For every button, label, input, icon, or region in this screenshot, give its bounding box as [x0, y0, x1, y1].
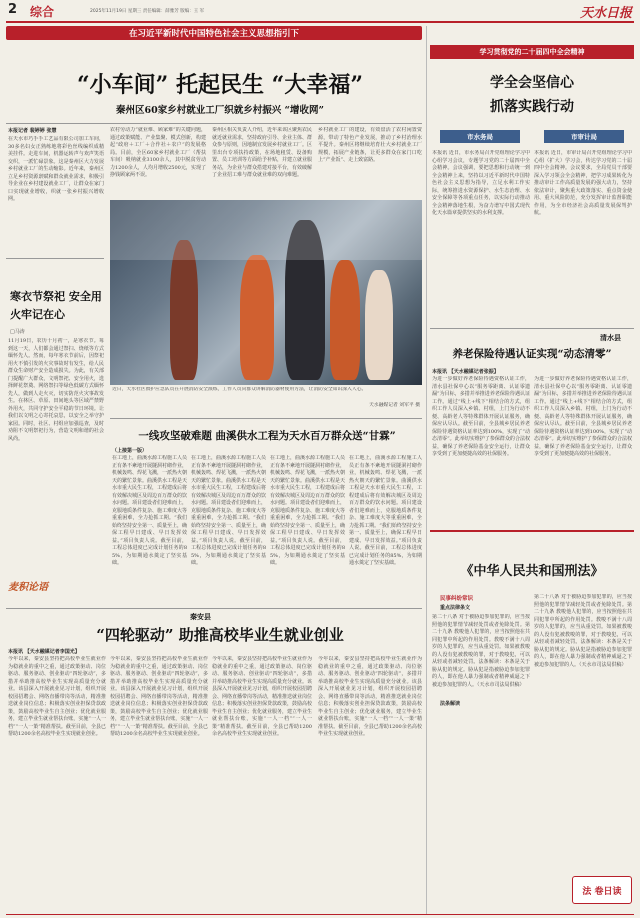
law-rule — [430, 530, 634, 532]
qingshui-body-col1: 为进一步做好养老保险待遇资格认证工作，清水县社保中心以“服务零距离、认证零遗漏”为目标，多措并举推进养老保险待遇认证工作。通过“线上+线下”相结合的方式，组织工作人员深入乡镇、村组，上门为行动不便、高龄老人等特殊群体开展认证服务，确保应认尽认。截至目前，全县城乡居民养老保险待遇资格认证率达到100%，实现了“动态清零”。此举切实维护了参保群众的合法权益，确保了养老保险基金安全运行，让群众享受到了更加便捷高效的社保服务。 — [432, 376, 530, 457]
photo-sky — [110, 200, 422, 260]
qinan-label: 秦安县 — [190, 612, 211, 621]
feature-body-col3: 在工地上，曲溪水源工程施工人员正有条不紊地开展隧洞衬砌作业，机械轰鸣、焊花飞溅，一派热火朝天的繁忙景象。曲溪供水工程是天水市重大民生工程，工程建成后将有效解决城区及周边百万群众的饮水问题。项目建设者们迎难而上，克服地质条件复杂、施工难度大等重重困难，全力抢抓工期。“我们始终坚持安全第一、质量至上，确保工程早日建成、早日发挥效益。”项目负责人说。截至目前，工程总体进度已完成计划任务的85%，为如期通水奠定了坚实基础。 — [270, 455, 345, 566]
qinan-rule — [6, 608, 422, 609]
lead-title: “小车间” 托起民生 “大幸福” — [77, 72, 363, 98]
lead-body-col4: 乡村就业工厂的建设，有效盘活了农村闲置资源，带动了特色产业发展，推动了乡村治理水平提升。秦州区将继续培育壮大乡村就业工厂规模，拓展产业链条，让更多群众在家门口吃上“产业饭”、走上致富路。 — [318, 127, 422, 163]
law-body-col2: 第二十八条 对于被胁迫参加犯罪的，应当按照他的犯罪情节减轻处罚或者免除处罚。第二十九条 教唆他人犯罪的，应当按照他在共同犯罪中所起的作用处罚。教唆不满十八周岁的人犯罪的，应当从重处罚。如果被教唆的人没有犯被教唆的罪，对于教唆犯，可以从轻或者减轻处罚。法条解读：本条是关于胁从犯的规定。胁从犯是指被胁迫参加犯罪的人，即在他人暴力强制或者精神威逼之下被迫参加犯罪的人。（天水市司法局供稿） — [534, 594, 632, 668]
right-title-2: 抓落实践行动 — [490, 99, 574, 115]
banner-right — [430, 45, 634, 59]
law-sub-2: 重点法律条文 — [440, 605, 471, 611]
photo-figure — [170, 240, 198, 380]
page-number: 2 — [8, 2, 18, 17]
lead-body-col3: 秦州区相关负责人介绍，近年来该区聚焦农民就近就业需求，坚持政府引导、企业主体、群众参与原则，因地制宜发展乡村就业工厂。区里出台专项扶持政策，在场地租赁、设备购置、员工培训等方面给予补贴，并建立就业服务站，为企业与群众搭建对接平台，有效破解了企业招工难与群众就业难的双向难题。 — [212, 127, 312, 178]
qingshui-title: 养老保险待遇认证实现“动态清零” — [452, 348, 612, 360]
section-label: 综合 — [30, 5, 55, 19]
photo-credit: 天水融媒记者 刘军平 摄 — [368, 403, 420, 408]
law-badge — [572, 876, 632, 904]
photo-caption: 近日，天水社区救护应急队员在开展消防安全演练，工作人员向群众讲解消防器材使用方法，让消防安全知识深入人心。 — [112, 387, 367, 392]
right-body-1: 本报讯 近日，市水务局召开党组理论学习中心组学习会议，专题学习党的二十届四中全会精神。会议强调，要把思想和行动统一到全会精神上来，坚持以习近平新时代中国特色社会主义思想为指导，立足水利工作实际，统筹推进水资源保护、水生态治理、水安全保障等各项重点任务，以实际行动推动全会精神落地生根，为奋力谱写中国式现代化天水篇章提供坚实的水利支撑。 — [432, 150, 530, 216]
footer-rule — [6, 914, 634, 915]
feature-title: 一线攻坚破难题 曲溪供水工程为天水百万群众送“甘霖” — [138, 430, 396, 442]
column-separator — [426, 26, 427, 914]
qingshui-label: 清水县 — [600, 333, 621, 342]
lead-subtitle: 秦州区60家乡村就业工厂织就乡村振兴 “增收网” — [116, 105, 324, 116]
lead-divider — [6, 123, 422, 124]
lead-body-col2: 农村劳动力“就业难、顾家难”的关键问题，通过政策赋能、产业集聚、模式创新，构建起“政府＋工厂＋合作社＋农户”的发展格局。目前，全区60家乡村就业工厂（帮扶车间）吸纳就业3100余人，其中脱贫劳动力1200余人，人均月增收2500元，实现了挣钱顾家两不误。 — [110, 127, 206, 178]
column-title: 寒衣节祭祀 安全用火牢记在心 — [10, 290, 102, 321]
column-body: 11月19日，农历十月初一，是寒衣节。每到这一天，人们都会通过祭扫、烧纸等方式缅怀先人。然而，每年寒衣节前后，因祭祀用火不慎引发的火灾事故时有发生，给人民群众生命财产安全造成损失。为此，有关部门提醒广大群众，文明祭祀、安全用火，选择鲜花祭奠、网络祭扫等绿色低碳方式缅怀先人，做到人走火灭，切实防范火灾事故发生。在林区、草原、田间地头等区域严禁野外用火，共同守护安全平稳的节日环境。让我们以文明之心寄托哀思，以安全之举守护家园。同时，社区、村组应加强巡查，及时劝阻不文明祭祀行为，营造文明和谐的社会风尚。 — [8, 338, 104, 442]
banner-left — [6, 26, 422, 40]
qingshui-byline: 本报讯 【天水融媒记者张振】 — [432, 369, 499, 375]
right-title-1: 学全会坚信心 — [490, 75, 574, 91]
column-divider — [6, 258, 104, 259]
qinan-title: “四轮驱动” 助推高校毕业生就业创业 — [96, 626, 344, 644]
lead-photo — [110, 200, 422, 385]
photo-figure — [365, 270, 393, 380]
photo-figure — [330, 260, 360, 380]
feature-body-col1: 在工地上，曲溪水源工程施工人员正有条不紊地开展隧洞衬砌作业，机械轰鸣、焊花飞溅，一派热火朝天的繁忙景象。曲溪供水工程是天水市重大民生工程，工程建成后将有效解决城区及周边百万群众的饮水问题。项目建设者们迎难而上，克服地质条件复杂、施工难度大等重重困难，全力抢抓工期。“我们始终坚持安全第一、质量至上，确保工程早日建成、早日发挥效益。”项目负责人说。截至目前，工程总体进度已完成计划任务的85%，为如期通水奠定了坚实基础。 — [112, 455, 187, 566]
newspaper-brand: 天水日报 — [579, 6, 632, 21]
tab-audit-bureau-label: 市审计局 — [571, 133, 597, 141]
law-title: 《中华人民共和国刑法》 — [460, 564, 604, 579]
law-sub-1: 民事纠纷常识 — [440, 596, 474, 602]
qinan-body-col4: 今年以来，秦安县坚持把高校毕业生就业作为稳就业的重中之重，通过政策驱动、岗位驱动、服务驱动、创业驱动“四轮驱动”，多措并举助推高校毕业生实现高质量充分就业。该县深入开展就业见习计划，组织开展校园招聘会、网络直播带岗等活动，精准推送就业岗位信息；积极落实创业担保贷款政策，鼓励高校毕业生自主创业；优化就业服务，建立毕业生就业帮扶台账，实施“一人一档”“一人一策”精准帮扶。截至目前，全县已帮助1200余名高校毕业生实现就业创业。 — [318, 656, 422, 737]
tab-water-bureau — [440, 130, 520, 143]
column-byline: □马涛 — [10, 329, 25, 335]
feature-top-rule — [110, 418, 422, 419]
lead-body-col1: 在天水市巧手手工艺品有限公司加工车间，30多名妇女正熟练地将彩色丝线编织成精美挂件。走进车间，机器运转声与欢声笑语交织，一派忙碌景象。这是秦州区大力发展乡村就业工厂的生动缩影。近年来，秦州区立足乡村资源禀赋和群众就业需求，积极引导企业在乡村建设就业工厂，让群众在家门口实现就业增收，织就一张乡村振兴增收网。 — [8, 136, 104, 202]
header-meta: 2025年11月19日 星期三 责任编辑：薛雅芳 版编：王 军 — [90, 9, 205, 14]
header-rule — [6, 21, 634, 23]
tab-water-bureau-label: 市水务局 — [467, 133, 493, 141]
qingshui-body-col2: 为进一步做好养老保险待遇资格认证工作，清水县社保中心以“服务零距离、认证零遗漏”为目标，多措并举推进养老保险待遇认证工作。通过“线上+线下”相结合的方式，组织工作人员深入乡镇、村组，上门为行动不便、高龄老人等特殊群体开展认证服务，确保应认尽认。截至目前，全县城乡居民养老保险待遇资格认证率达到100%，实现了“动态清零”。此举切实维护了参保群众的合法权益，确保了养老保险基金安全运行，让群众享受到了更加便捷高效的社保服务。 — [534, 376, 632, 457]
law-badge-label: 法 卷日读 — [582, 886, 622, 897]
lead-byline: 本报记者 裴婷婷 张慧 — [8, 128, 57, 134]
qingshui-rule — [430, 328, 634, 329]
qinan-body-col3: 今年以来，秦安县坚持把高校毕业生就业作为稳就业的重中之重，通过政策驱动、岗位驱动、服务驱动、创业驱动“四轮驱动”，多措并举助推高校毕业生实现高质量充分就业。该县深入开展就业见习计划，组织开展校园招聘会、网络直播带岗等活动，精准推送就业岗位信息；积极落实创业担保贷款政策，鼓励高校毕业生自主创业；优化就业服务，建立毕业生就业帮扶台账，实施“一人一档”“一人一策”精准帮扶。截至目前，全县已帮助1200余名高校毕业生实现就业创业。 — [212, 656, 312, 737]
banner-left-text: 在习近平新时代中国特色社会主义思想指引下 — [128, 29, 299, 39]
feature-body-col4: 在工地上，曲溪水源工程施工人员正有条不紊地开展隧洞衬砌作业，机械轰鸣、焊花飞溅，一派热火朝天的繁忙景象。曲溪供水工程是天水市重大民生工程，工程建成后将有效解决城区及周边百万群众的饮水问题。项目建设者们迎难而上，克服地质条件复杂、施工难度大等重重困难，全力抢抓工期。“我们始终坚持安全第一、质量至上，确保工程早日建成、早日发挥效益。”项目负责人说。截至目前，工程总体进度已完成计划任务的85%，为如期通水奠定了坚实基础。 — [349, 455, 422, 566]
qinan-body-col2: 今年以来，秦安县坚持把高校毕业生就业作为稳就业的重中之重，通过政策驱动、岗位驱动、服务驱动、创业驱动“四轮驱动”，多措并举助推高校毕业生实现高质量充分就业。该县深入开展就业见习计划，组织开展校园招聘会、网络直播带岗等活动，精准推送就业岗位信息；积极落实创业担保贷款政策，鼓励高校毕业生自主创业；优化就业服务，建立毕业生就业帮扶台账，实施“一人一档”“一人一策”精准帮扶。截至目前，全县已帮助1200余名高校毕业生实现就业创业。 — [110, 656, 208, 737]
feature-byline: （上接第一版） — [112, 448, 148, 454]
tab-audit-bureau — [544, 130, 624, 143]
photo-figure — [240, 255, 274, 380]
right-body-2: 本报讯 近日，市审计局召开党组理论学习中心组（扩大）学习会，传达学习党的二十届四中全会精神。会议要求，全局党员干部要深入学习领会全会精神，把学习成果转化为推动审计工作高质量发展的强大动力，坚持依法审计，聚焦重大政策落实、重点资金使用、重大风险防范，充分发挥审计监督职能作用，为全市经济社会高质量发展保驾护航。 — [534, 150, 632, 216]
qinan-byline: 本报讯 【天水融媒记者李国光】 — [8, 649, 80, 655]
banner-right-text: 学习贯彻党的二十届四中全会精神 — [479, 48, 585, 56]
law-sub-3: 法条解读 — [440, 701, 461, 707]
feature-body-col2: 在工地上，曲溪水源工程施工人员正有条不紊地开展隧洞衬砌作业，机械轰鸣、焊花飞溅，一派热火朝天的繁忙景象。曲溪供水工程是天水市重大民生工程，工程建成后将有效解决城区及周边百万群众的饮水问题。项目建设者们迎难而上，克服地质条件复杂、施工难度大等重重困难，全力抢抓工期。“我们始终坚持安全第一、质量至上，确保工程早日建成、早日发挥效益。”项目负责人说。截至目前，工程总体进度已完成计划任务的85%，为如期通水奠定了坚实基础。 — [191, 455, 266, 566]
law-body-col1: 第二十八条 对于被胁迫参加犯罪的，应当按照他的犯罪情节减轻处罚或者免除处罚。第二十九条 教唆他人犯罪的，应当按照他在共同犯罪中所起的作用处罚。教唆不满十八周岁的人犯罪的，应当从重处罚。如果被教唆的人没有犯被教唆的罪，对于教唆犯，可以从轻或者减轻处罚。法条解读：本条是关于胁从犯的规定。胁从犯是指被胁迫参加犯罪的人，即在他人暴力强制或者精神威逼之下被迫参加犯罪的人。（天水市司法局供稿） — [432, 614, 530, 688]
column-logo: 麦积论语 — [8, 582, 48, 593]
qinan-body-col1: 今年以来，秦安县坚持把高校毕业生就业作为稳就业的重中之重，通过政策驱动、岗位驱动、服务驱动、创业驱动“四轮驱动”，多措并举助推高校毕业生实现高质量充分就业。该县深入开展就业见习计划，组织开展校园招聘会、网络直播带岗等活动，精准推送就业岗位信息；积极落实创业担保贷款政策，鼓励高校毕业生自主创业；优化就业服务，建立毕业生就业帮扶台账，实施“一人一档”“一人一策”精准帮扶。截至目前，全县已帮助1200余名高校毕业生实现就业创业。 — [8, 656, 106, 737]
